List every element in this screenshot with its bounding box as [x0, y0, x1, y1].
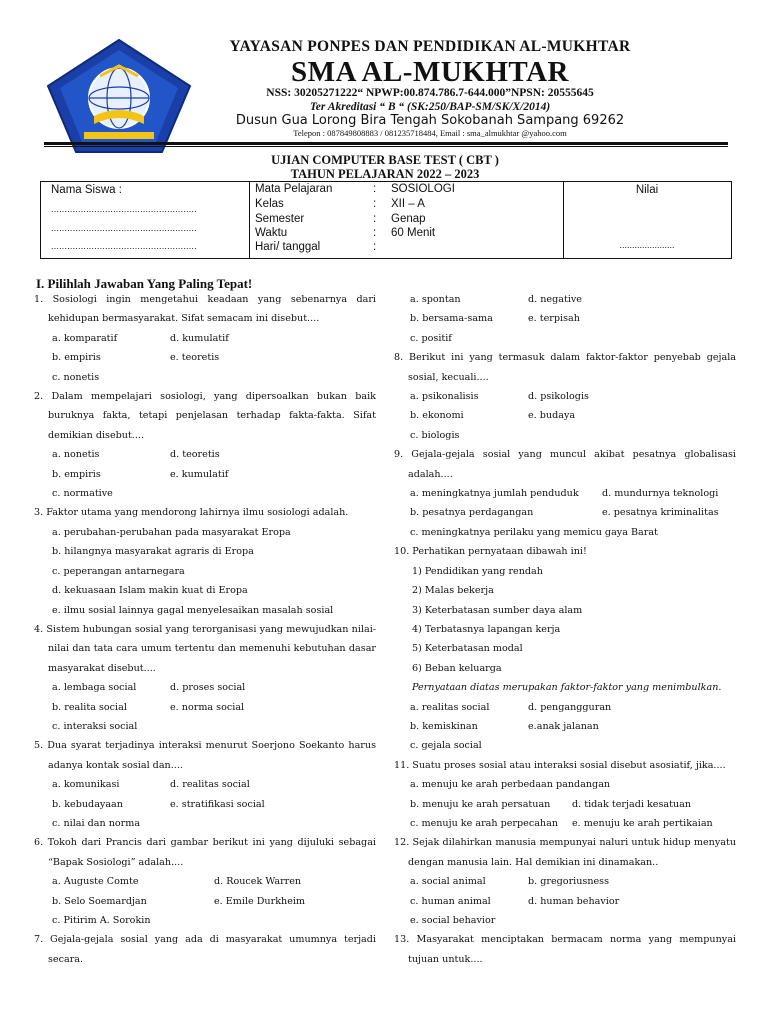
accreditation: Ter Akreditasi “ B “ (SK:250/BAP-SM/SK/X/2014) [309, 101, 551, 113]
exam-year: TAHUN PELAJARAN 2022 – 2023 [290, 167, 480, 181]
detail-key: Mata Pelajaran [255, 183, 333, 195]
option-a: a. spontan [410, 294, 461, 305]
option-b: b. menuju ke arah persatuan [410, 798, 551, 810]
question-10 [394, 542, 736, 755]
question-13 [394, 930, 736, 969]
score-line: ...................... [619, 240, 675, 250]
score-label: Nilai [635, 184, 659, 196]
option-d: d. tidak terjadi kesatuan [572, 798, 692, 810]
detail-key: Kelas [255, 198, 284, 210]
option-a: a. perubahan-perubahan pada masyarakat Eropa [52, 526, 291, 538]
option-a: a. meningkatnya jumlah penduduk [410, 488, 579, 500]
detail-value: XII – A [391, 198, 425, 210]
option-a: a. social animal [410, 876, 486, 888]
option-e: e. pesatnya kriminalitas [602, 507, 719, 519]
registration-numbers: NSS: 30205271222“ NPWP:00.874.786.7-644.000”NPSN: 20555645 [266, 87, 594, 99]
option-d: d. negative [528, 294, 582, 305]
name-line-3: ...................................................... [51, 241, 197, 251]
question-stem: 5. Dua syarat terjadinya interaksi menurut Soerjono Soekanto harus adanya kontak sosial dan.... [34, 740, 376, 771]
detail-value: Genap [391, 213, 426, 225]
detail-value: SOSIOLOGI [391, 183, 455, 195]
option-c: c. nonetis [52, 371, 100, 383]
question-12 [394, 833, 736, 930]
question-stem: 2. Dalam mempelajari sosiologi, yang dipersoalkan bukan baik buruknya fakta, tetapi penjelasan terhadap fakta-fakta. Sifat demikian disebut.... [34, 391, 376, 441]
option-d: d. mundurnya teknologi [602, 488, 719, 500]
option-d: d. Roucek Warren [214, 876, 302, 888]
option-c: c. peperangan antarnegara [52, 565, 185, 577]
detail-colon: : [373, 213, 377, 225]
school-name: SMA AL-MUKHTAR [291, 56, 569, 88]
option-b: b. bersama-sama [410, 313, 493, 325]
question-stem: 13. Masyarakat menciptakan bermacam norma yang mempunyai tujuan untuk.... [394, 934, 736, 965]
option-a: a. komparatif [52, 332, 118, 344]
question-stem: 12. Sejak dilahirkan manusia mempunyai naluri untuk hidup menyatu dengan manusia lain. Hal demikian ini dinamakan.. [394, 837, 736, 868]
option-d: d. kumulatif [170, 332, 229, 344]
detail-colon: : [373, 198, 377, 210]
question-stem: 4. Sistem hubungan sosial yang terorganisasi yang mewujudkan nilai-nilai dan tata cara umum tertentu dan memenuhi kebutuhan dasar masyarakat disebut.... [34, 623, 376, 674]
option-e: e. budaya [528, 410, 576, 422]
option-c: c. menuju ke arah perpecahan [410, 817, 558, 829]
detail-row-subject [255, 183, 555, 198]
question-5 [34, 736, 376, 833]
student-name-label: Nama Siswa : [51, 184, 122, 196]
option-c: c. gejala social [410, 740, 482, 752]
option-a: a. psikonalisis [410, 391, 479, 403]
question-stem: 8. Berikut ini yang termasuk dalam faktor-faktor penyebab gejala sosial, kecuali.... [394, 352, 736, 383]
statement-1: 1) Pendidikan yang rendah [412, 565, 543, 577]
statement-2: 2) Malas bekerja [412, 585, 494, 597]
question-9 [394, 445, 736, 542]
option-c: c. human animal [410, 895, 491, 907]
option-b: b. hilangnya masyarakat agraris di Eropa [52, 546, 254, 558]
option-c: c. Pitirim A. Sorokin [52, 915, 151, 926]
exam-details-cell [249, 182, 564, 258]
score-cell [563, 182, 731, 258]
detail-key: Semester [255, 213, 305, 225]
option-d: d. realitas social [170, 779, 250, 791]
school-address: Dusun Gua Lorong Bira Tengah Sokobanah Sampang 69262 [235, 113, 625, 128]
school-logo [44, 36, 194, 156]
question-stem: 9. Gejala-gejala sosial yang muncul akibat pesatnya globalisasi adalah.... [394, 449, 736, 480]
option-d: d. teoretis [170, 449, 220, 461]
option-c: c. normative [52, 488, 113, 500]
question-note: Pernyataan diatas merupakan faktor-faktor yang menimbulkan. [412, 682, 722, 694]
option-b: b. gregoriusness [528, 876, 610, 888]
detail-row-date [255, 241, 555, 256]
option-b: b. kebudayaan [52, 798, 123, 810]
name-line-2: ...................................................... [51, 223, 197, 233]
option-b: b. empiris [52, 468, 101, 480]
detail-row-class [255, 198, 555, 213]
option-a: a. nonetis [52, 449, 100, 461]
detail-colon: : [373, 183, 377, 195]
option-b: b. Selo Soemardjan [52, 895, 147, 907]
question-stem: 6. Tokoh dari Prancis dari gambar berikut ini yang dijuluki sebagai “Bapak Sosiologi” adalah.... [34, 837, 376, 868]
detail-colon: : [373, 227, 377, 239]
section-heading: I. Pilihlah Jawaban Yang Paling Tepat! [36, 276, 253, 291]
option-d: d. psikologis [528, 391, 589, 403]
option-c: c. meningkatnya perilaku yang memicu gaya Barat [410, 526, 658, 538]
option-e: e. menuju ke arah pertikaian [572, 817, 713, 829]
detail-row-semester [255, 213, 555, 228]
question-6 [34, 833, 376, 930]
question-11 [394, 756, 736, 834]
option-e: e. norma social [170, 701, 245, 713]
option-b: b. kemiskinan [410, 720, 478, 732]
detail-row-time [255, 227, 555, 242]
question-1 [34, 290, 376, 387]
question-stem: 1. Sosiologi ingin mengetahui keadaan yang sebenarnya dari kehidupan bermasyarakat. Sifat semacam ini disebut.... [34, 294, 376, 325]
option-c: c. biologis [410, 429, 460, 441]
detail-value: 60 Menit [391, 227, 436, 239]
option-e: e. ilmu sosial lainnya gagal menyelesaikan masalah sosial [52, 604, 334, 616]
option-a: a. Auguste Comte [52, 876, 139, 888]
option-d: d. human behavior [528, 895, 620, 907]
option-e: e. stratifikasi social [170, 798, 265, 810]
foundation-name: YAYASAN PONPES DAN PENDIDIKAN AL-MUKHTAR [229, 38, 631, 55]
option-e: e. terpisah [528, 313, 580, 325]
option-e: e.anak jalanan [528, 720, 599, 732]
question-8 [394, 348, 736, 445]
option-a: a. lembaga social [52, 682, 137, 694]
option-e: e. Emile Durkheim [214, 895, 306, 907]
questions-left-column [34, 290, 376, 969]
question-stem: 3. Faktor utama yang mendorong lahirnya ilmu sosiologi adalah. [34, 507, 349, 519]
question-7-options [394, 290, 736, 348]
exam-title: UJIAN COMPUTER BASE TEST ( CBT ) [271, 153, 499, 167]
name-line-1: ...................................................... [51, 204, 197, 214]
option-a: a. komunikasi [52, 779, 120, 791]
statement-5: 5) Keterbatasan modal [412, 643, 523, 655]
statement-4: 4) Terbatasnya lapangan kerja [412, 623, 561, 635]
header-divider-thick [44, 142, 728, 145]
option-e: e. kumulatif [170, 468, 229, 480]
header-divider-thin [44, 146, 728, 147]
option-a: a. menuju ke arah perbedaan pandangan [410, 779, 611, 791]
detail-key: Hari/ tanggal [255, 241, 321, 253]
question-2 [34, 387, 376, 503]
detail-colon: : [373, 241, 377, 253]
option-b: b. realita social [52, 701, 127, 713]
option-a: a. realitas social [410, 701, 490, 713]
option-b: b. empiris [52, 352, 101, 364]
option-c: c. interaksi social [52, 720, 138, 732]
detail-key: Waktu [255, 227, 288, 239]
option-d: d. kekuasaan Islam makin kuat di Eropa [52, 585, 248, 597]
question-stem: 11. Suatu proses sosial atau interaksi sosial disebut asosiatif, jika.... [394, 759, 726, 771]
option-e: e. teoretis [170, 352, 220, 364]
option-b: b. ekonomi [410, 410, 464, 422]
option-d: d. proses social [170, 682, 246, 694]
question-stem: 10. Perhatikan pernyataan dibawah ini! [394, 546, 587, 558]
school-contact: Telepon : 087849808883 / 081235718484, Email : sma_almukhtar @yahoo.com [293, 128, 567, 138]
question-3 [34, 503, 376, 619]
statement-3: 3) Keterbatasan sumber daya alam [412, 604, 583, 616]
option-e: e. social behavior [410, 915, 496, 926]
student-info-table [40, 181, 732, 259]
student-name-cell [41, 182, 250, 258]
question-stem: 7. Gejala-gejala sosial yang ada di masyarakat umumnya terjadi secara. [34, 934, 376, 965]
option-d: d. pengangguran [528, 701, 612, 713]
question-4 [34, 620, 376, 736]
questions-right-column [394, 290, 736, 969]
option-c: c. nilai dan norma [52, 817, 141, 829]
question-7 [34, 930, 376, 969]
option-b: b. pesatnya perdagangan [410, 507, 534, 519]
statement-6: 6) Beban keluarga [412, 662, 502, 674]
option-c: c. positif [410, 332, 452, 344]
